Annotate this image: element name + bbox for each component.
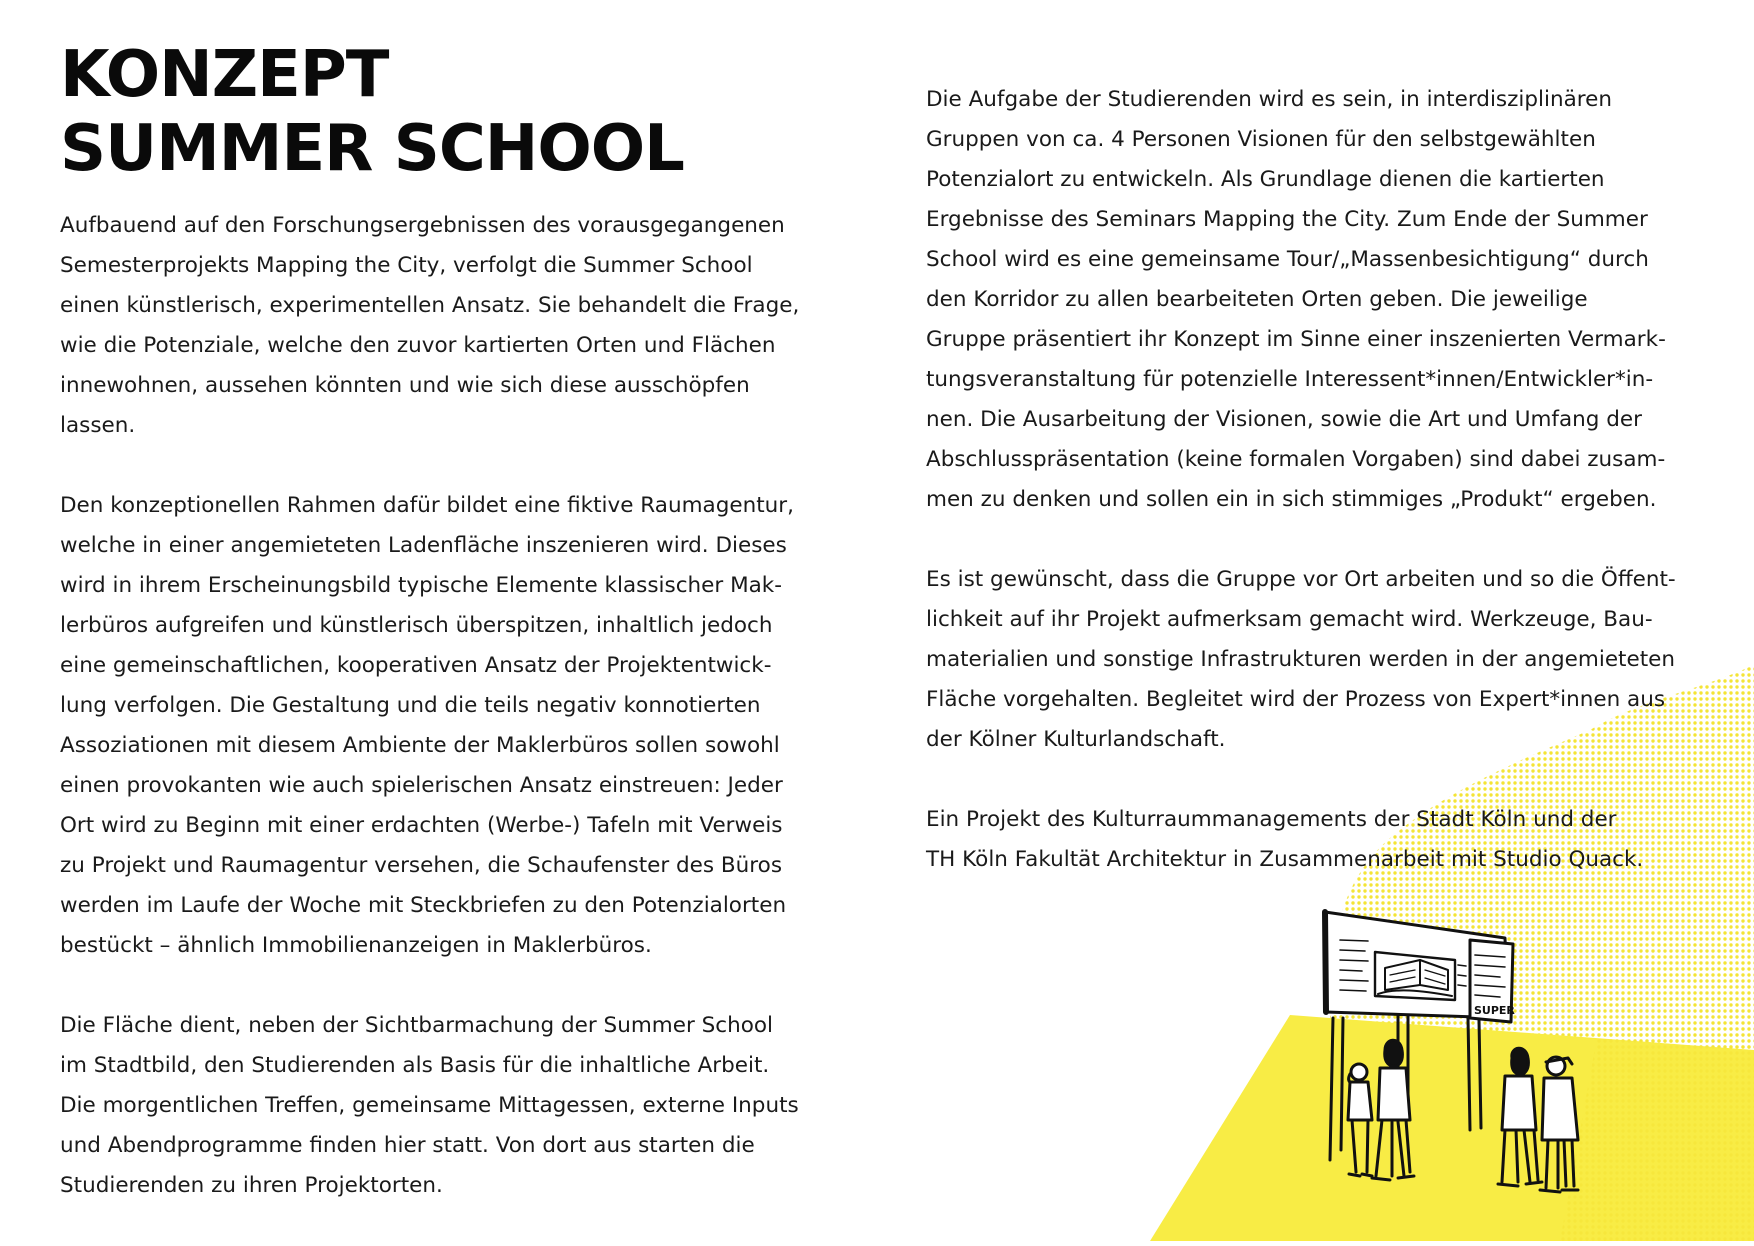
text-line: zu Projekt und Raumagentur versehen, die Schaufenster des Büros: [60, 853, 783, 878]
text-line: im Stadtbild, den Studierenden als Basis für die inhaltliche Arbeit.: [60, 1053, 770, 1078]
title-line-2: SUMMER SCHOOL: [60, 112, 684, 186]
text-line: werden im Laufe der Woche mit Steckbriefen zu den Potenzialorten: [60, 893, 787, 918]
text-line: School wird es eine gemeinsame Tour/„Massenbesichtigung“ durch: [926, 247, 1649, 272]
billboard-sign-text: SUPER: [1474, 1004, 1515, 1017]
text-line: und Abendprogramme finden hier statt. Von dort aus starten die: [60, 1133, 755, 1158]
text-line: Gruppen von ca. 4 Personen Visionen für den selbstgewählten: [926, 127, 1596, 152]
text-line: materialien und sonstige Infrastrukturen werden in der angemieteten: [926, 647, 1675, 672]
text-line: Semesterprojekts Mapping the City, verfolgt die Summer School: [60, 253, 753, 278]
text-line: bestückt – ähnlich Immobilienanzeigen in Maklerbüros.: [60, 933, 652, 958]
text-line: Gruppe präsentiert ihr Konzept im Sinne einer inszenierten Vermark-: [926, 327, 1666, 352]
text-line: wird in ihrem Erscheinungsbild typische Elemente klassischer Mak-: [60, 573, 783, 598]
text-line: Die Aufgabe der Studierenden wird es sein, in interdisziplinären: [926, 87, 1612, 112]
title-line-1: KONZEPT: [60, 38, 389, 112]
text-line: Ort wird zu Beginn mit einer erdachten (Werbe-) Tafeln mit Verweis: [60, 813, 783, 838]
text-line: tungsveranstaltung für potenzielle Interessent*innen/Entwickler*in-: [926, 367, 1654, 392]
text-line: men zu denken und sollen ein in sich stimmiges „Produkt“ ergeben.: [926, 487, 1657, 512]
text-line: Aufbauend auf den Forschungsergebnissen des vorausgegangenen: [60, 213, 785, 238]
text-line: Ein Projekt des Kulturraummanagements der Stadt Köln und der: [926, 807, 1617, 832]
text-line: eine gemeinschaftlichen, kooperativen Ansatz der Projektentwick-: [60, 653, 772, 678]
text-line: Es ist gewünscht, dass die Gruppe vor Ort arbeiten und so die Öffent-: [926, 567, 1676, 592]
text-line: Assoziationen mit diesem Ambiente der Maklerbüros sollen sowohl: [60, 733, 780, 758]
text-line: lichkeit auf ihr Projekt aufmerksam gemacht wird. Werkzeuge, Bau-: [926, 607, 1653, 632]
text-line: lassen.: [60, 413, 136, 438]
text-line: Abschlusspräsentation (keine formalen Vorgaben) sind dabei zusam-: [926, 447, 1666, 472]
text-line: Fläche vorgehalten. Begleitet wird der Prozess von Expert*innen aus: [926, 687, 1666, 712]
text-line: Den konzeptionellen Rahmen dafür bildet eine fiktive Raumagentur,: [60, 493, 794, 518]
text-line: welche in einer angemieteten Ladenfläche inszenieren wird. Dieses: [60, 533, 787, 558]
text-line: TH Köln Fakultät Architektur in Zusammenarbeit mit Studio Quack.: [926, 847, 1644, 872]
text-line: lung verfolgen. Die Gestaltung und die teils negativ konnotierten: [60, 693, 761, 718]
text-line: Studierenden zu ihren Projektorten.: [60, 1173, 443, 1198]
text-line: der Kölner Kulturlandschaft.: [926, 727, 1226, 752]
text-line: Die Fläche dient, neben der Sichtbarmachung der Summer School: [60, 1013, 773, 1038]
text-line: den Korridor zu allen bearbeiteten Orten geben. Die jeweilige: [926, 287, 1588, 312]
text-line: nen. Die Ausarbeitung der Visionen, sowie die Art und Umfang der: [926, 407, 1642, 432]
text-line: lerbüros aufgreifen und künstlerisch überspitzen, inhaltlich jedoch: [60, 613, 773, 638]
text-line: einen provokanten wie auch spielerischen Ansatz einstreuen: Jeder: [60, 773, 783, 798]
text-line: einen künstlerisch, experimentellen Ansatz. Sie behandelt die Frage,: [60, 293, 800, 318]
text-line: Potenzialort zu entwickeln. Als Grundlage dienen die kartierten: [926, 167, 1605, 192]
text-line: wie die Potenziale, welche den zuvor kartierten Orten und Flächen: [60, 333, 776, 358]
text-line: Die morgentlichen Treffen, gemeinsame Mittagessen, externe Inputs: [60, 1093, 799, 1118]
text-line: innewohnen, aussehen könnten und wie sich diese ausschöpfen: [60, 373, 750, 398]
text-line: Ergebnisse des Seminars Mapping the City. Zum Ende der Summer: [926, 207, 1648, 232]
